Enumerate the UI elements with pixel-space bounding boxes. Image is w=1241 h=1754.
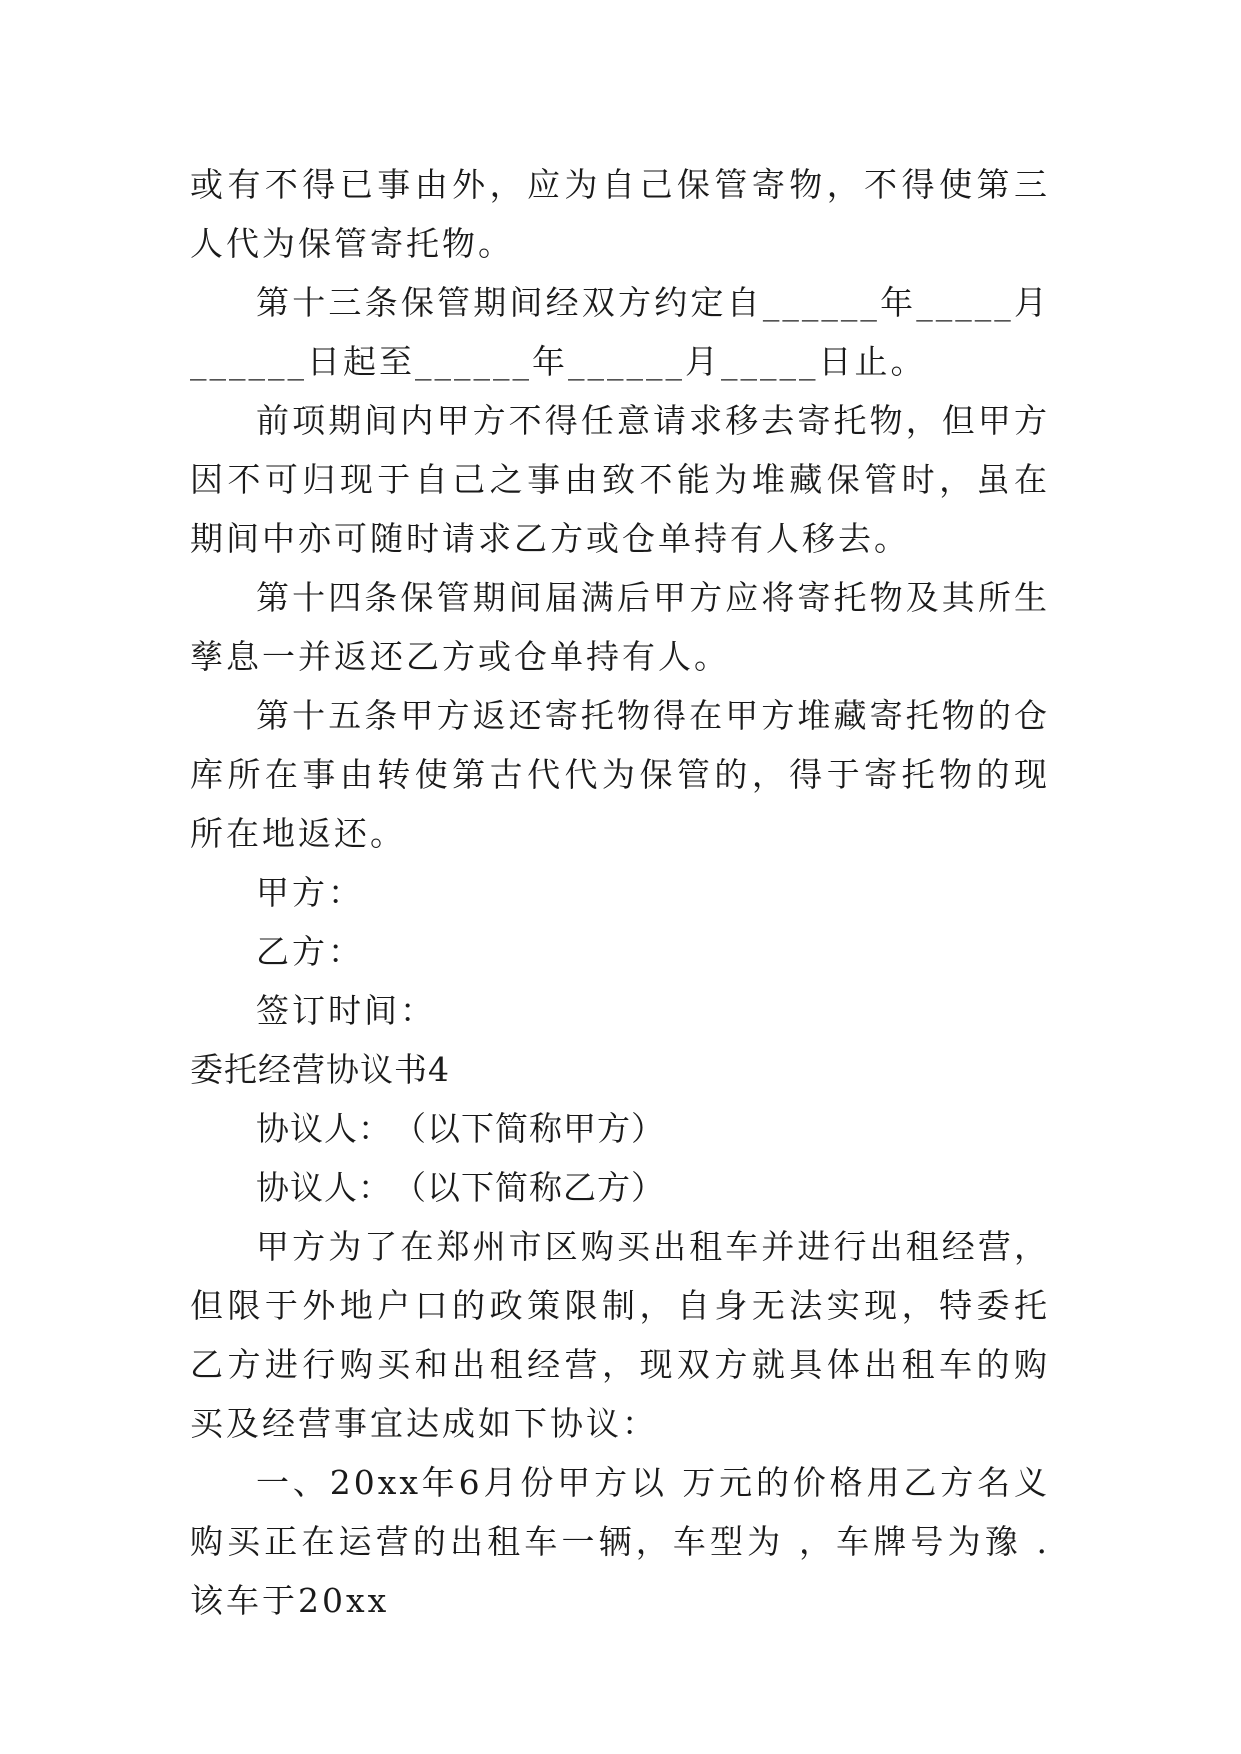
signature-party-a: 甲方： [256, 873, 364, 912]
section-title: 委托经营协议书4 [190, 1050, 450, 1089]
party-b-line: 协议人： （以下简称乙方） [256, 1168, 665, 1207]
paragraph-article-13: 第十三条保管期间经双方约定自______年_____月______日起至______年______月_____日止。 [190, 283, 1050, 381]
paragraph-article-13-period: 前项期间内甲方不得任意请求移去寄托物，但甲方因不可归现于自己之事由致不能为堆藏保管时，虽在期间中亦可随时请求乙方或仓单持有人移去。 [190, 401, 1050, 558]
party-a-line: 协议人： （以下简称甲方） [256, 1109, 665, 1148]
signature-party-b: 乙方： [256, 932, 364, 971]
paragraph-article-15: 第十五条甲方返还寄托物得在甲方堆藏寄托物的仓库所在事由转使第古代代为保管的，得于寄托物的现所在地返还。 [190, 696, 1050, 853]
document-body [190, 155, 1050, 1630]
signature-date: 签订时间： [256, 991, 436, 1030]
paragraph-clause-1: 一、20xx年6月份甲方以 万元的价格用乙方名义购买正在运营的出租车一辆，车型为 ，车牌号为豫 .该车于20xx [190, 1463, 1050, 1620]
paragraph-article-14: 第十四条保管期间届满后甲方应将寄托物及其所生孳息一并返还乙方或仓单持有人。 [190, 578, 1050, 676]
paragraph-storage-clause-continuation: 或有不得已事由外，应为自己保管寄物，不得使第三人代为保管寄托物。 [190, 165, 1050, 263]
paragraph-preamble: 甲方为了在郑州市区购买出租车并进行出租经营，但限于外地户口的政策限制，自身无法实现，特委托乙方进行购买和出租经营，现双方就具体出租车的购买及经营事宜达成如下协议： [190, 1227, 1050, 1443]
